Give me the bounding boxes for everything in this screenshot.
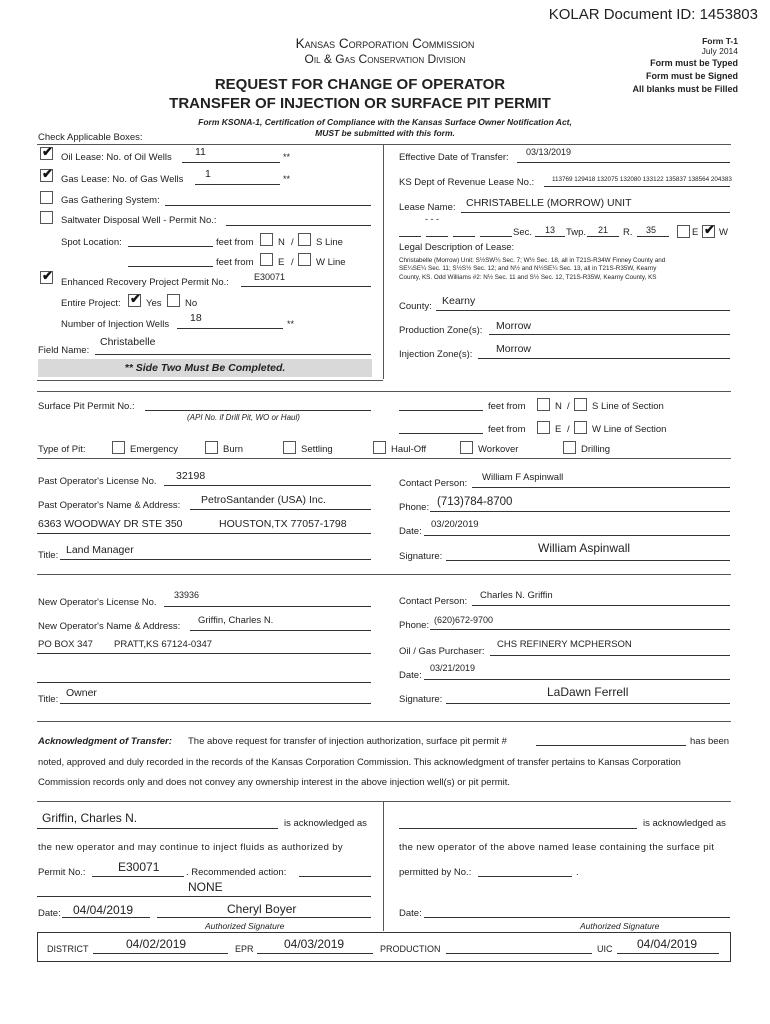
- ack-date-label: Date:: [38, 908, 61, 919]
- spot-e-label: E: [278, 257, 285, 268]
- past-address-city[interactable]: HOUSTON,TX 77057-1798: [219, 518, 347, 530]
- ack-auth-sig-left: Authorized Signature: [205, 921, 285, 931]
- twp-label: Twp.: [566, 227, 587, 238]
- entire-project-no-checkbox[interactable]: [167, 294, 180, 307]
- ks-dept-lease-label: KS Dept of Revenue Lease No.:: [399, 177, 535, 188]
- division-name: Oil & Gas Conservation Division: [304, 52, 466, 66]
- drilling-checkbox[interactable]: [563, 441, 576, 454]
- ack-permit-value[interactable]: E30071: [118, 860, 160, 874]
- sec-value[interactable]: 13: [545, 225, 556, 235]
- field-name-value[interactable]: Christabelle: [100, 336, 156, 348]
- inj-star: **: [287, 319, 295, 329]
- legal-description-label: Legal Description of Lease:: [399, 242, 515, 253]
- hauloff-label: Haul-Off: [391, 444, 427, 455]
- new-license-value[interactable]: 33936: [174, 590, 200, 600]
- drilling-label: Drilling: [581, 444, 611, 455]
- no-label: No: [185, 298, 198, 309]
- injection-zone-label: Injection Zone(s):: [399, 349, 473, 360]
- new-signature[interactable]: LaDawn Ferrell: [547, 685, 629, 699]
- form-number: Form T-1: [702, 36, 738, 46]
- spot-s-label: S Line: [316, 237, 343, 248]
- ack-recommended-label: . Recommended action:: [186, 867, 287, 878]
- settling-label: Settling: [301, 444, 333, 455]
- past-signature[interactable]: William Aspinwall: [538, 541, 631, 555]
- ack-line-2: noted, approved and duly recorded in the records of the Kansas Corporation Commission. This acknowledgment of transfer pertains to Kansas Corporation: [38, 756, 681, 767]
- surface-pit-label: Surface Pit Permit No.:: [38, 401, 135, 412]
- api-note: (API No. if Drill Pit, WO or Haul): [187, 413, 300, 422]
- legal-description-line-1[interactable]: Christabelle (Morrow) Unit: S½SW¼ Sec. 7; W½ Sec. 18, all in T21S-R34W Finney County and: [399, 257, 666, 264]
- twp-value[interactable]: 21: [598, 225, 609, 235]
- legal-description-line-3[interactable]: County, KS. Odd Williams #2: N½ Sec. 11 and S½ Sec. 12, T21S-R35W, Kearny County, KS: [399, 274, 657, 281]
- past-title-label: Title:: [38, 550, 59, 561]
- spot-s-checkbox[interactable]: [298, 233, 311, 246]
- form-title-1: REQUEST FOR CHANGE OF OPERATOR: [214, 76, 506, 93]
- pit-n-label: N: [555, 401, 562, 412]
- check-boxes-label: Check Applicable Boxes:: [38, 132, 143, 143]
- slash: /: [291, 257, 294, 268]
- field-name-label: Field Name:: [38, 345, 90, 356]
- lease-name-label: Lease Name:: [399, 202, 456, 213]
- workover-label: Workover: [478, 444, 519, 455]
- period: .: [576, 867, 579, 878]
- form-req-filled: All blanks must be Filled: [632, 84, 738, 94]
- past-title-value[interactable]: Land Manager: [66, 544, 134, 556]
- new-date-value[interactable]: 03/21/2019: [430, 663, 476, 673]
- range-value[interactable]: 35: [646, 225, 657, 235]
- new-purchaser-label: Oil / Gas Purchaser:: [399, 646, 485, 657]
- effective-date-value[interactable]: 03/13/2019: [526, 147, 572, 157]
- settling-checkbox[interactable]: [283, 441, 296, 454]
- range-e-checkbox[interactable]: [677, 225, 690, 238]
- new-address-line[interactable]: PO BOX 347: [38, 639, 93, 650]
- ack-right-text: the new operator of the above named lease containing the surface pit: [399, 842, 715, 853]
- ack-line-3: Commission records only and does not convey any ownership interest in the above injection well(s) or pit permit.: [38, 777, 511, 788]
- ksona-note-2: MUST be submitted with this form.: [315, 128, 455, 138]
- ack-permit-label: Permit No.:: [38, 867, 86, 878]
- new-address-city[interactable]: PRATT,KS 67124-0347: [114, 639, 213, 650]
- spot-location-label: Spot Location:: [61, 237, 122, 248]
- past-name-label: Past Operator's Name & Address:: [38, 500, 181, 511]
- slash: /: [567, 424, 570, 435]
- county-value[interactable]: Kearny: [442, 295, 476, 307]
- new-signature-label: Signature:: [399, 694, 443, 705]
- burn-label: Burn: [223, 444, 244, 455]
- injection-wells-count[interactable]: 18: [190, 312, 202, 324]
- oil-wells-count[interactable]: 11: [195, 146, 206, 158]
- injection-wells-label: Number of Injection Wells: [61, 319, 170, 330]
- ack-auth-sig-right: Authorized Signature: [580, 921, 660, 931]
- enhanced-permit-no[interactable]: E30071: [254, 272, 286, 282]
- range-label: R.: [623, 227, 633, 238]
- new-title-label: Title:: [38, 694, 59, 705]
- pit-w-label: W Line of Section: [592, 424, 667, 435]
- ks-dept-lease-numbers[interactable]: 113769 129418 132075 132080 133122 135837 138564 204383: [552, 176, 732, 183]
- pit-feet-from-ns: feet from: [488, 401, 526, 412]
- pit-s-checkbox[interactable]: [574, 398, 587, 411]
- new-phone-label: Phone:: [399, 620, 430, 631]
- ack-left-text: the new operator and may continue to inject fluids as authorized by: [38, 842, 343, 853]
- emergency-label: Emergency: [130, 444, 179, 455]
- new-license-label: New Operator's License No.: [38, 597, 157, 608]
- form-req-signed: Form must be Signed: [645, 71, 738, 81]
- spot-n-checkbox[interactable]: [260, 233, 273, 246]
- past-signature-label: Signature:: [399, 551, 443, 562]
- range-w-label: W: [719, 227, 728, 238]
- ack-permitted-by-label: permitted by No.:: [399, 867, 472, 878]
- emergency-checkbox[interactable]: [112, 441, 125, 454]
- enhanced-recovery-label: Enhanced Recovery Project Permit No.:: [61, 277, 229, 288]
- spot-e-checkbox[interactable]: [260, 253, 273, 266]
- spot-w-checkbox[interactable]: [298, 253, 311, 266]
- ack-line-1-end: has been: [690, 736, 730, 747]
- oil-star: **: [283, 152, 291, 162]
- range-e-label: E: [692, 227, 699, 238]
- gas-lease-label: Gas Lease: No. of Gas Wells: [61, 174, 184, 185]
- injection-zone-value[interactable]: Morrow: [496, 343, 532, 355]
- spot-n-label: N: [278, 237, 285, 248]
- past-phone-label: Phone:: [399, 502, 430, 513]
- ack-signature-left[interactable]: Cheryl Boyer: [227, 902, 297, 916]
- new-title-value[interactable]: Owner: [66, 687, 97, 699]
- pit-e-label: E: [555, 424, 562, 435]
- new-phone-value[interactable]: (620)672-9700: [434, 615, 494, 625]
- past-contact-value[interactable]: William F Aspinwall: [482, 472, 564, 483]
- production-zone-value[interactable]: Morrow: [496, 320, 532, 332]
- ack-is-acknowledged-right: is acknowledged as: [643, 818, 726, 829]
- burn-checkbox[interactable]: [205, 441, 218, 454]
- oil-lease-checkbox[interactable]: ✔: [42, 144, 53, 159]
- effective-date-label: Effective Date of Transfer:: [399, 152, 509, 163]
- range-w-checkbox[interactable]: ✔: [704, 222, 715, 237]
- saltwater-checkbox[interactable]: [40, 211, 53, 224]
- pit-e-checkbox[interactable]: [537, 421, 550, 434]
- past-license-value[interactable]: 32198: [176, 470, 206, 482]
- spot-feet-from-ew: feet from: [216, 257, 254, 268]
- form-title-2: TRANSFER OF INJECTION OR SURFACE PIT PERMIT: [169, 95, 551, 112]
- county-label: County:: [399, 301, 432, 312]
- gas-wells-count[interactable]: 1: [205, 168, 211, 180]
- entire-project-yes-checkbox[interactable]: ✔: [130, 291, 141, 306]
- form-req-typed: Form must be Typed: [650, 58, 738, 68]
- document-id: KOLAR Document ID: 1453803: [548, 6, 758, 23]
- oil-lease-label: Oil Lease: No. of Oil Wells: [61, 152, 172, 163]
- production-zone-label: Production Zone(s):: [399, 325, 483, 336]
- epr-date[interactable]: 04/03/2019: [284, 937, 345, 951]
- new-name-label: New Operator's Name & Address:: [38, 621, 181, 632]
- slash: /: [291, 237, 294, 248]
- hauloff-checkbox[interactable]: [373, 441, 386, 454]
- new-contact-label: Contact Person:: [399, 596, 468, 607]
- pit-n-checkbox[interactable]: [537, 398, 550, 411]
- pit-w-checkbox[interactable]: [574, 421, 587, 434]
- pit-feet-from-ew: feet from: [488, 424, 526, 435]
- district-label: DISTRICT: [47, 944, 89, 954]
- ack-date-right-label: Date:: [399, 908, 422, 919]
- uic-label: UIC: [597, 944, 613, 954]
- past-phone-value[interactable]: (713)784-8700: [437, 496, 513, 508]
- slash: /: [567, 401, 570, 412]
- gas-lease-checkbox[interactable]: ✔: [42, 166, 53, 181]
- legal-description-line-2[interactable]: SE¼SE¼ Sec. 11; S½S½ Sec. 12; and N½ and N½SE¼ Sec. 13, all in T21S-R35W, Kearny: [399, 265, 657, 272]
- gas-star: **: [283, 174, 291, 184]
- past-license-label: Past Operator's License No.: [38, 476, 157, 487]
- past-date-label: Date:: [399, 526, 422, 537]
- form-date: July 2014: [701, 46, 738, 56]
- past-contact-label: Contact Person:: [399, 478, 468, 489]
- ack-line-1: The above request for transfer of injection authorization, surface pit permit #: [188, 736, 507, 747]
- entire-project-label: Entire Project:: [61, 298, 121, 309]
- new-contact-value[interactable]: Charles N. Griffin: [480, 590, 553, 601]
- new-purchaser-value[interactable]: CHS REFINERY MCPHERSON: [497, 639, 632, 650]
- ack-heading: Acknowledgment of Transfer:: [38, 736, 172, 747]
- new-name-value[interactable]: Griffin, Charles N.: [198, 615, 274, 626]
- past-address-line[interactable]: 6363 WOODWAY DR STE 350: [38, 518, 183, 530]
- lease-name-value[interactable]: CHRISTABELLE (MORROW) UNIT: [466, 197, 632, 209]
- district-date[interactable]: 04/02/2019: [126, 937, 187, 951]
- legal-dashes: - - -: [425, 214, 439, 224]
- past-name-value[interactable]: PetroSantander (USA) Inc.: [201, 494, 326, 506]
- ack-operator-name[interactable]: Griffin, Charles N.: [42, 811, 138, 825]
- ack-recommended-value[interactable]: NONE: [188, 880, 223, 894]
- ksona-note-1: Form KSONA-1, Certification of Compliance with the Kansas Surface Owner Notification Act,: [198, 117, 572, 127]
- pit-s-label: S Line of Section: [592, 401, 664, 412]
- spot-w-label: W Line: [316, 257, 346, 268]
- epr-label: EPR: [235, 944, 254, 954]
- saltwater-label: Saltwater Disposal Well - Permit No.:: [61, 215, 217, 226]
- gas-gathering-checkbox[interactable]: [40, 191, 53, 204]
- type-of-pit-label: Type of Pit:: [38, 444, 86, 455]
- enhanced-recovery-checkbox[interactable]: ✔: [42, 268, 53, 283]
- new-date-label: Date:: [399, 670, 422, 681]
- spot-feet-from-ns: feet from: [216, 237, 254, 248]
- gas-gathering-label: Gas Gathering System:: [61, 195, 160, 206]
- yes-label: Yes: [146, 298, 162, 309]
- past-date-value[interactable]: 03/20/2019: [431, 519, 479, 530]
- uic-date[interactable]: 04/04/2019: [637, 937, 698, 951]
- ack-date-value[interactable]: 04/04/2019: [73, 903, 134, 917]
- ack-is-acknowledged-left: is acknowledged as: [284, 818, 367, 829]
- sec-label: Sec.: [513, 227, 533, 238]
- production-label: PRODUCTION: [380, 944, 441, 954]
- agency-name: Kansas Corporation Commission: [295, 36, 475, 51]
- workover-checkbox[interactable]: [460, 441, 473, 454]
- side-two-note: ** Side Two Must Be Completed.: [124, 362, 286, 374]
